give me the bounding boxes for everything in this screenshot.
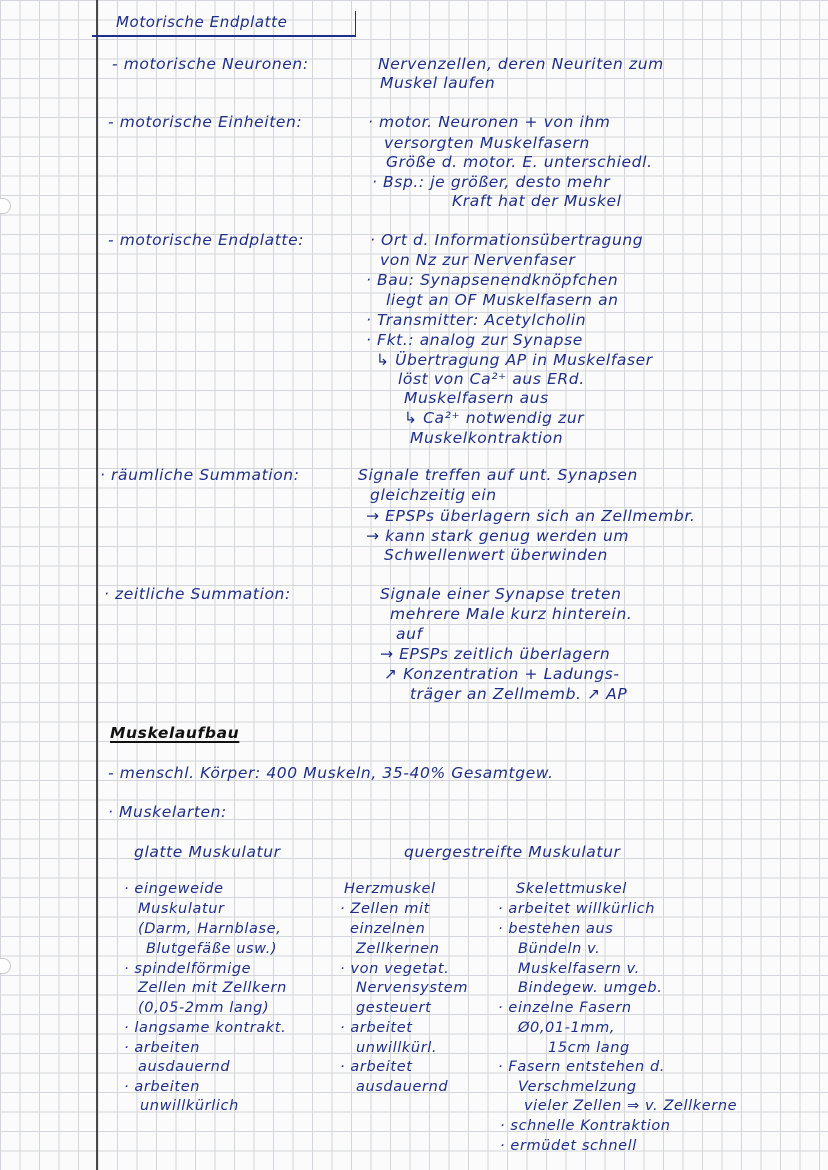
endplate-line: Muskelfasern aus [404,389,549,407]
spatial-line: Schwellenwert überwinden [384,546,608,564]
endplate-line: · Fkt.: analog zur Synapse [366,331,583,349]
spatial-line: Signale treffen auf unt. Synapsen [358,466,638,484]
smooth-col-line: · eingeweide [124,881,224,897]
heart-col-line: · von vegetat. [340,961,450,977]
heart-col-line: Zellkernen [356,941,440,957]
heart-col-line: Herzmuskel [344,881,436,897]
heart-col-line: · arbeitet [340,1059,413,1075]
spatial-line: → EPSPs überlagern sich an Zellmembr. [366,507,696,525]
smooth-col-line: · langsame kontrakt. [124,1020,287,1036]
spatial-term: · räumliche Summation: [100,466,300,484]
temporal-line: mehrere Male kurz hinterein. [390,605,633,623]
smooth-col-line: Muskulatur [138,901,225,917]
units-line: Kraft hat der Muskel [452,192,622,210]
title-underline [92,35,356,37]
striated-muscle-header: quergestreifte Muskulatur [404,843,621,861]
smooth-col-line: Zellen mit Zellkern [138,980,287,996]
temporal-line: ↗ Konzentration + Ladungs- [384,665,620,683]
smooth-col-line: ausdauernd [138,1059,231,1075]
skeletal-col-line: Muskelfasern v. [518,961,640,977]
smooth-col-line: · arbeiten [124,1040,201,1056]
temporal-line: auf [396,625,423,643]
spatial-line: gleichzeitig ein [370,486,497,504]
units-line: versorgten Muskelfasern [384,134,590,152]
heart-col-line: gesteuert [356,1000,432,1016]
endplate-line: · Transmitter: Acetylcholin [366,311,587,329]
smooth-col-line: · arbeiten [124,1079,201,1095]
skeletal-col-line: Ø0,01-1mm, [518,1020,616,1036]
temporal-line: → EPSPs zeitlich überlagern [380,645,611,663]
skeletal-col-line: 15cm lang [548,1040,630,1056]
skeletal-col-line: · ermüdet schnell [500,1138,637,1154]
heart-col-line: · arbeitet [340,1020,413,1036]
endplate-line: · Bau: Synapsenendknöpfchen [366,271,619,289]
endplate-line: von Nz zur Nervenfaser [380,251,576,269]
heart-col-line: einzelnen [350,921,426,937]
endplate-line: Muskelkontraktion [410,429,564,447]
smooth-col-line: (0,05-2mm lang) [138,1000,270,1016]
skeletal-col-line: · bestehen aus [498,921,614,937]
endplate-line: · Ort d. Informationsübertragung [370,231,644,249]
skeletal-col-line: · arbeitet willkürlich [498,901,656,917]
heart-col-line: ausdauernd [356,1079,449,1095]
muscle-heading: Muskelaufbau [110,724,240,742]
smooth-col-line: · spindelförmige [124,961,252,977]
neurons-term: - motorische Neuronen: [112,55,309,73]
heart-col-line: · Zellen mit [340,901,430,917]
smooth-muscle-header: glatte Muskulatur [134,843,281,861]
endplate-line: löst von Ca²⁺ aus ERd. [398,370,585,388]
smooth-col-line: Blutgefäße usw.) [146,941,278,957]
skeletal-col-line: · einzelne Fasern [498,1000,632,1016]
temporal-line: Signale einer Synapse treten [380,585,622,603]
smooth-col-line: (Darm, Harnblase, [138,921,282,937]
punch-hole [0,958,11,974]
skeletal-col-line: · schnelle Kontraktion [500,1118,671,1134]
skeletal-col-line: vieler Zellen ⇒ v. Zellkerne [524,1098,738,1114]
endplate-line: liegt an OF Muskelfasern an [386,291,619,309]
skeletal-col-line: Skelettmuskel [516,881,627,897]
neurons-def-line: Nervenzellen, deren Neuriten zum [378,55,664,73]
skeletal-col-line: Verschmelzung [518,1079,637,1095]
spatial-line: → kann stark genug werden um [366,527,630,545]
units-line: · motor. Neuronen + von ihm [368,113,611,131]
units-line: Größe d. motor. E. unterschiedl. [386,153,653,171]
endplate-term: - motorische Endplatte: [108,231,305,249]
punch-hole [0,198,11,214]
muscle-types-label: · Muskelarten: [108,803,227,821]
temporal-line: träger an Zellmemb. ↗ AP [410,685,628,703]
skeletal-col-line: Bindegew. umgeb. [518,980,663,996]
smooth-col-line: unwillkürlich [140,1098,239,1114]
muscle-body-line: - menschl. Körper: 400 Muskeln, 35-40% Gesamtgew. [108,764,554,782]
endplate-line: ↳ Übertragung AP in Muskelfaser [376,351,653,369]
page-title: Motorische Endplatte [116,13,288,31]
units-line: · Bsp.: je größer, desto mehr [372,173,611,191]
skeletal-col-line: Bündeln v. [518,941,601,957]
heart-col-line: unwillkürl. [356,1040,438,1056]
margin-line [96,0,98,1170]
skeletal-col-line: · Fasern entstehen d. [498,1059,665,1075]
heart-col-line: Nervensystem [356,980,469,996]
neurons-def-line: Muskel laufen [380,74,496,92]
endplate-line: ↳ Ca²⁺ notwendig zur [404,409,585,427]
temporal-term: · zeitliche Summation: [104,585,291,603]
units-term: - motorische Einheiten: [108,113,303,131]
